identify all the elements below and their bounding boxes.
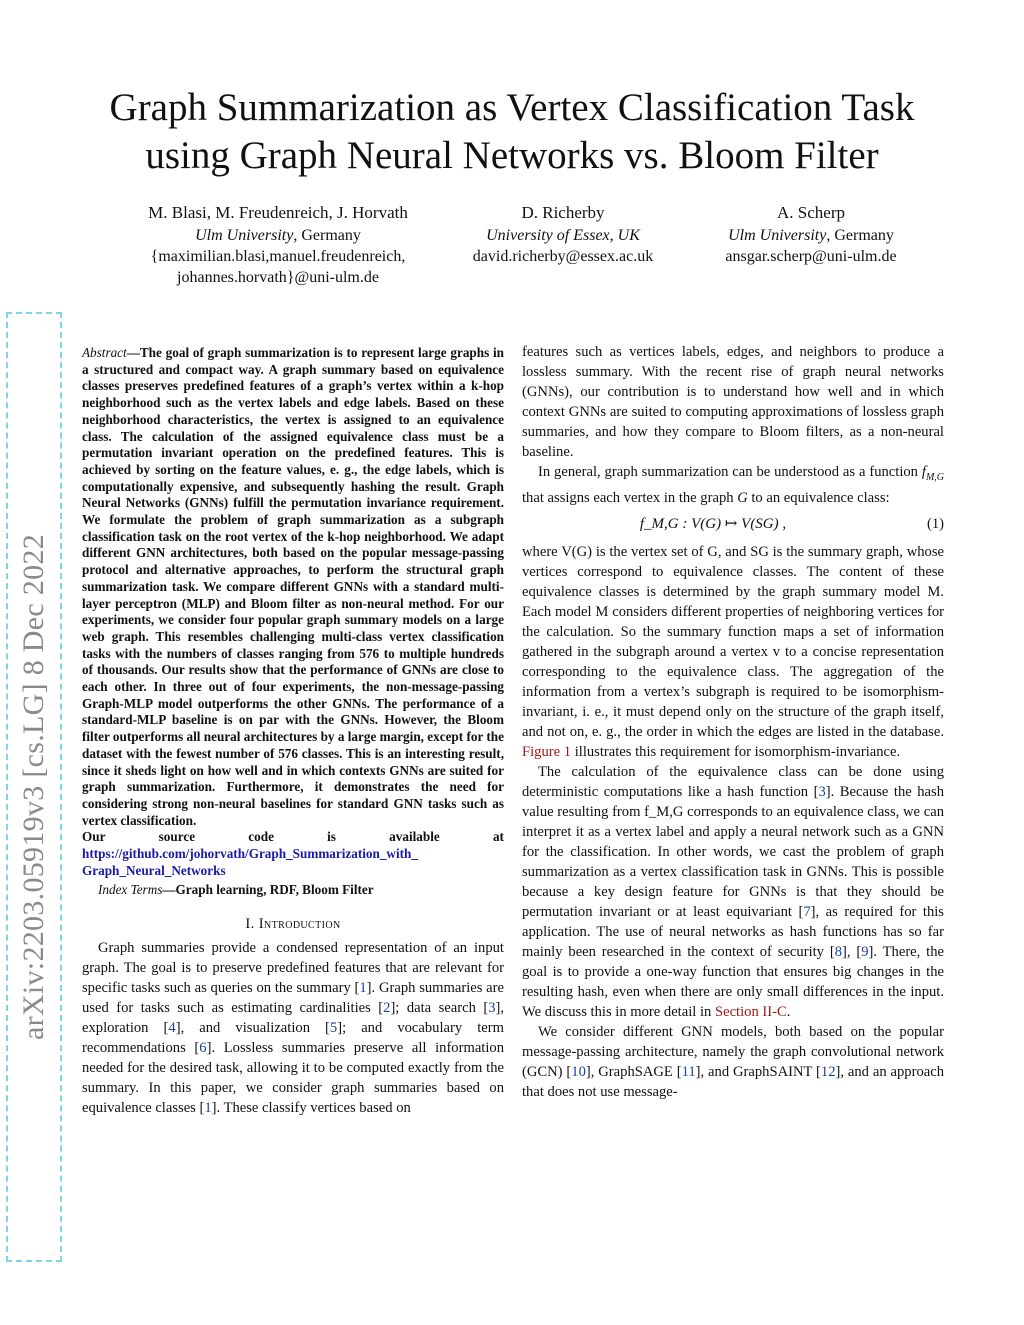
- citation-link[interactable]: 3: [818, 783, 826, 800]
- text-span: .: [786, 1003, 791, 1020]
- math-subscript: M,G: [925, 471, 944, 483]
- text-span: ]. There, the goal is to provide a one-way function that ensures big changes in the resulting hash, even when there are only small differences in the input. We discuss this in more detail in: [522, 943, 944, 1020]
- body-paragraph: [522, 1022, 944, 1102]
- affiliation-institution: Ulm University: [195, 227, 294, 244]
- source-word: available: [389, 829, 440, 845]
- author-name: M. Blasi, M. Freudenreich, J. Horvath: [148, 203, 408, 222]
- citation-link[interactable]: 10: [571, 1063, 586, 1080]
- source-word: Our: [82, 829, 106, 845]
- abstract-text: —The goal of graph summarization is to represent large graphs in a structured and compact way. A graph summary based on equivalence classes preserves predefined features of a graph’s vertex within a k-hop neighborhood such as the vertex labels and edge labels. Based on these neighborhood characteristics, the vertex is assigned to an equivalence class. The calculation of the assigned equivalence class must be a permutation invariant operation on the predefined features. This is achieved by sorting on the feature values, e. g., the edge labels, which is computationally expensive, and subsequently hashing the result. Graph Neural Networks (GNNs) fulfill the permutation invariance requirement. We formulate the problem of graph summarization as a subgraph classification task on the root vertex of the k-hop neighborhood. We adapt different GNN architectures, both based on the popular message-passing protocol and alternative approaches, to perform the structural graph summarization task. We compare different GNNs with a standard multi-layer perceptron (MLP) and Bloom filter as non-neural method. For our experiments, we consider four popular graph summary models on a large web graph. This resembles challenging multi-class vertex classification tasks with the numbers of classes ranging from 576 to multiple hundreds of thousands. Our results show that the performance of GNNs are close to each other. In three out of four experiments, the non-message-passing Graph-MLP model outperforms the other GNNs. The performance of a standard-MLP baseline is on par with the GNNs. However, the Bloom filter outperforms all neural architectures by a large margin, except for the dataset with the fewest number of 576 classes. This is an interesting result, since it sheds light on how well and in which contexts GNNs are suited for graph summarization. Furthermore, it demonstrates the need for considering strong non-neural baselines for standard GNN tasks such as vertex classification.: [82, 345, 504, 828]
- author-email: {maximilian.blasi,manuel.freudenreich,: [150, 248, 406, 265]
- text-span: ], as required for this application. The use of neural networks as hash functions has so far mainly been researched in the context of security [: [522, 903, 944, 960]
- cross-reference-link[interactable]: Figure 1: [522, 743, 572, 760]
- affiliation-institution: University of Essex, UK: [486, 227, 640, 244]
- equation-number: (1): [926, 515, 944, 532]
- author-email: johannes.horvath}@uni-ulm.de: [177, 269, 379, 286]
- body-paragraph: [522, 462, 944, 508]
- text-span: We consider different GNN models, both based on the popular message-passing architecture, namely the graph convolutional network (GCN) [: [522, 1023, 944, 1080]
- right-column: [522, 342, 944, 1102]
- citation-link[interactable]: 9: [861, 943, 869, 960]
- source-link-line-2[interactable]: Graph_Neural_Networks: [82, 862, 226, 878]
- source-code-link[interactable]: [82, 846, 504, 879]
- paper-title: [40, 84, 984, 180]
- arxiv-stamp-text: arXiv:2203.05919v3 [cs.LG] 8 Dec 2022: [17, 534, 50, 1040]
- author-email: david.richerby@essex.ac.uk: [472, 248, 654, 265]
- math-g: G: [737, 489, 748, 506]
- body-paragraph: [522, 542, 944, 762]
- index-terms: [82, 881, 504, 898]
- author-affiliation: [682, 225, 940, 246]
- citation-link[interactable]: 3: [488, 999, 496, 1016]
- equation-body: f_M,G : V(G) ↦ V(SG) ,: [639, 515, 787, 532]
- text-span: ], and an approach that does not use message-: [522, 1063, 944, 1100]
- section-heading-introduction: I. Introduction: [245, 915, 341, 932]
- body-paragraph: [522, 762, 944, 1022]
- author-group-2: [442, 201, 684, 267]
- text-span: ]; and vocabulary term recommendations [: [82, 1019, 504, 1056]
- author-name: D. Richerby: [521, 203, 605, 222]
- affiliation-institution: Ulm University: [728, 227, 827, 244]
- text-span: ], exploration [: [82, 999, 505, 1036]
- text-span: where V(G) is the vertex set of G, and SG is the summary graph, whose vertices correspond to equivalence classes. The content of these equivalence classes is determined by the graph summary model M. Each model M considers different properties of neighboring vertices for the calculation. So the summary function maps a set of information gathered in the subgraph around a vertex v to a concise representation corresponding to the equivalence class. The aggregation of the information from a vertex’s subgraph is required to be isomorphism-invariant, i. e., it must depend only on the structure of the graph itself, and not on, e. g., the order in which the edges are listed in the database.: [522, 543, 944, 740]
- citation-link[interactable]: 8: [834, 943, 842, 960]
- citation-link[interactable]: 1: [204, 1099, 212, 1116]
- affiliation-country: , Germany: [826, 227, 894, 244]
- citation-link[interactable]: 11: [681, 1063, 696, 1080]
- abstract: [82, 345, 504, 880]
- source-word: at: [492, 829, 504, 845]
- text-span: to an equivalence class:: [747, 489, 890, 506]
- text-span: In general, graph summarization can be understood as a function: [538, 464, 922, 480]
- citation-link[interactable]: 7: [803, 903, 811, 920]
- text-span: ], GraphSAGE [: [585, 1063, 682, 1080]
- text-span: ]; data search [: [390, 999, 489, 1016]
- author-group-1: [106, 201, 450, 288]
- left-column: [82, 342, 504, 1118]
- arxiv-stamp: [6, 312, 62, 1262]
- text-span: ]. Because the hash value resulting from f_M,G corresponds to an equivalence class, we can interpret it as a vertex label and apply a neural network such as a GNN for the classification. In other words, we cast the problem of graph summarization as a vertex classification task in GNNs. This is possible because a key design feature for GNNs is that they should be permutation invariant or at least equivariant [: [522, 783, 944, 920]
- source-link-line-1[interactable]: https://github.com/johorvath/Graph_Summarization_with_: [82, 846, 418, 862]
- math-f: f: [921, 464, 926, 480]
- text-span: ], and GraphSAINT [: [695, 1063, 821, 1080]
- abstract-label: Abstract: [82, 345, 127, 360]
- text-span: ], and visualization [: [175, 1019, 330, 1036]
- text-span: illustrates this requirement for isomorphism-invariance.: [571, 743, 901, 760]
- text-span: Graph summaries provide a condensed representation of an input graph. The goal is to preserve predefined features that are relevant for specific tasks such as queries on the summary [: [82, 939, 504, 996]
- affiliation-country: , Germany: [293, 227, 361, 244]
- title-line-2: using Graph Neural Networks vs. Bloom Filter: [145, 134, 879, 177]
- text-span: ]. Graph summaries are used for tasks such as estimating cardinalities [: [82, 979, 505, 1016]
- author-group-3: [682, 201, 940, 267]
- source-word: is: [327, 829, 336, 845]
- text-span: ]. These classify vertices based on: [211, 1099, 411, 1116]
- text-span: ], [: [842, 943, 862, 960]
- index-terms-label: Index Terms: [98, 881, 163, 897]
- author-affiliation: [106, 225, 450, 246]
- index-terms-text: —Graph learning, RDF, Bloom Filter: [162, 881, 374, 897]
- body-paragraph: features such as vertices labels, edges, and neighbors to produce a lossless summary. With the recent rise of graph neural networks (GNNs), our contribution is to understand how well and in which context GNNs are suited to computing approximations of lossless graph summaries, and how they compare to Bloom filters, as a non-neural baseline.: [522, 344, 944, 460]
- source-code-line: [82, 829, 504, 846]
- citation-link[interactable]: 2: [383, 999, 391, 1016]
- citation-link[interactable]: 6: [199, 1039, 207, 1056]
- text-span: that assigns each vertex in the graph: [522, 489, 738, 506]
- source-word: source: [158, 829, 196, 845]
- text-span: ]. Lossless summaries preserve all information needed for the desired task, allowing it to be computed exactly from the summary. In this paper, we consider graph summaries based on equivalence classes [: [82, 1039, 504, 1116]
- author-name: A. Scherp: [777, 203, 845, 222]
- source-word: code: [248, 829, 274, 845]
- intro-paragraph: [82, 938, 504, 1118]
- title-line-1: Graph Summarization as Vertex Classification Task: [109, 86, 915, 129]
- author-affiliation: [442, 225, 684, 246]
- author-email: ansgar.scherp@uni-ulm.de: [725, 248, 897, 265]
- citation-link[interactable]: 12: [820, 1063, 836, 1080]
- citation-link[interactable]: 4: [168, 1019, 176, 1036]
- cross-reference-link[interactable]: Section II-C: [714, 1003, 787, 1020]
- citation-link[interactable]: 5: [329, 1019, 338, 1036]
- citation-link[interactable]: 1: [359, 979, 367, 996]
- equation-1: [522, 514, 944, 534]
- text-span: The calculation of the equivalence class can be done using deterministic computations like a hash function [: [522, 763, 944, 800]
